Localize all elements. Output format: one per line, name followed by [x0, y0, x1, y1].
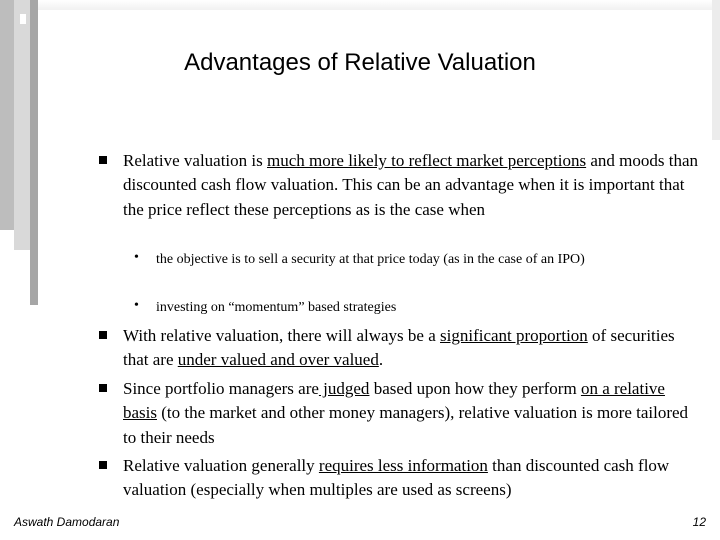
bullet-text-part: .	[378, 350, 384, 370]
bullet-text	[123, 377, 698, 450]
frame-notch	[20, 14, 26, 24]
bullet-text-part: than discounted cash flow valuation (especially when multiples are used as screens)	[123, 456, 670, 500]
slide-title: Advantages of Relative Valuation	[184, 49, 536, 76]
bullet-text	[123, 454, 698, 503]
footer-author: Aswath Damodaran	[14, 515, 120, 529]
bullet-text-part: based upon how they perform	[369, 379, 581, 398]
sub-bullet-text: investing on “momentum” based strategies	[156, 300, 397, 315]
bullet-text-part: With relative valuation, there will always be a	[123, 326, 441, 345]
round-bullet-icon: •	[134, 298, 139, 313]
bullet-text-part: Since portfolio managers are	[123, 379, 319, 398]
bullet-text	[123, 324, 698, 373]
top-frame-bar	[0, 0, 720, 10]
square-bullet-icon	[99, 331, 107, 339]
bullet-text-part: Relative valuation generally	[123, 456, 319, 475]
square-bullet-icon	[99, 156, 107, 164]
left-frame-bar	[30, 0, 38, 305]
underlined-phrase: significant proportion	[440, 326, 588, 345]
page-number: 12	[692, 515, 706, 529]
underlined-phrase: under valued and over valued	[177, 350, 379, 370]
sub-bullet-text: the objective is to sell a security at that price today (as in the case of an IPO)	[156, 252, 585, 267]
square-bullet-icon	[99, 461, 107, 469]
round-bullet-icon: •	[134, 250, 139, 265]
bullet-text-part: (to the market and other money managers), relative valuation is more tailored to their needs	[123, 403, 689, 447]
bullet-text-part: and moods than discounted cash flow valuation. This can be an advantage when it is important that the price reflect these perceptions as is the case when	[123, 151, 699, 219]
underlined-phrase: on a relative basis	[123, 379, 665, 423]
bullet-text-part: of securities that are	[123, 326, 675, 370]
bullet-text	[123, 149, 698, 222]
underlined-phrase: requires less information	[318, 456, 488, 475]
underlined-phrase: much more likely to reflect market perceptions	[267, 151, 587, 170]
square-bullet-icon	[99, 384, 107, 392]
underlined-phrase: judged	[318, 379, 370, 398]
bullet-text-part: Relative valuation is	[123, 151, 267, 170]
